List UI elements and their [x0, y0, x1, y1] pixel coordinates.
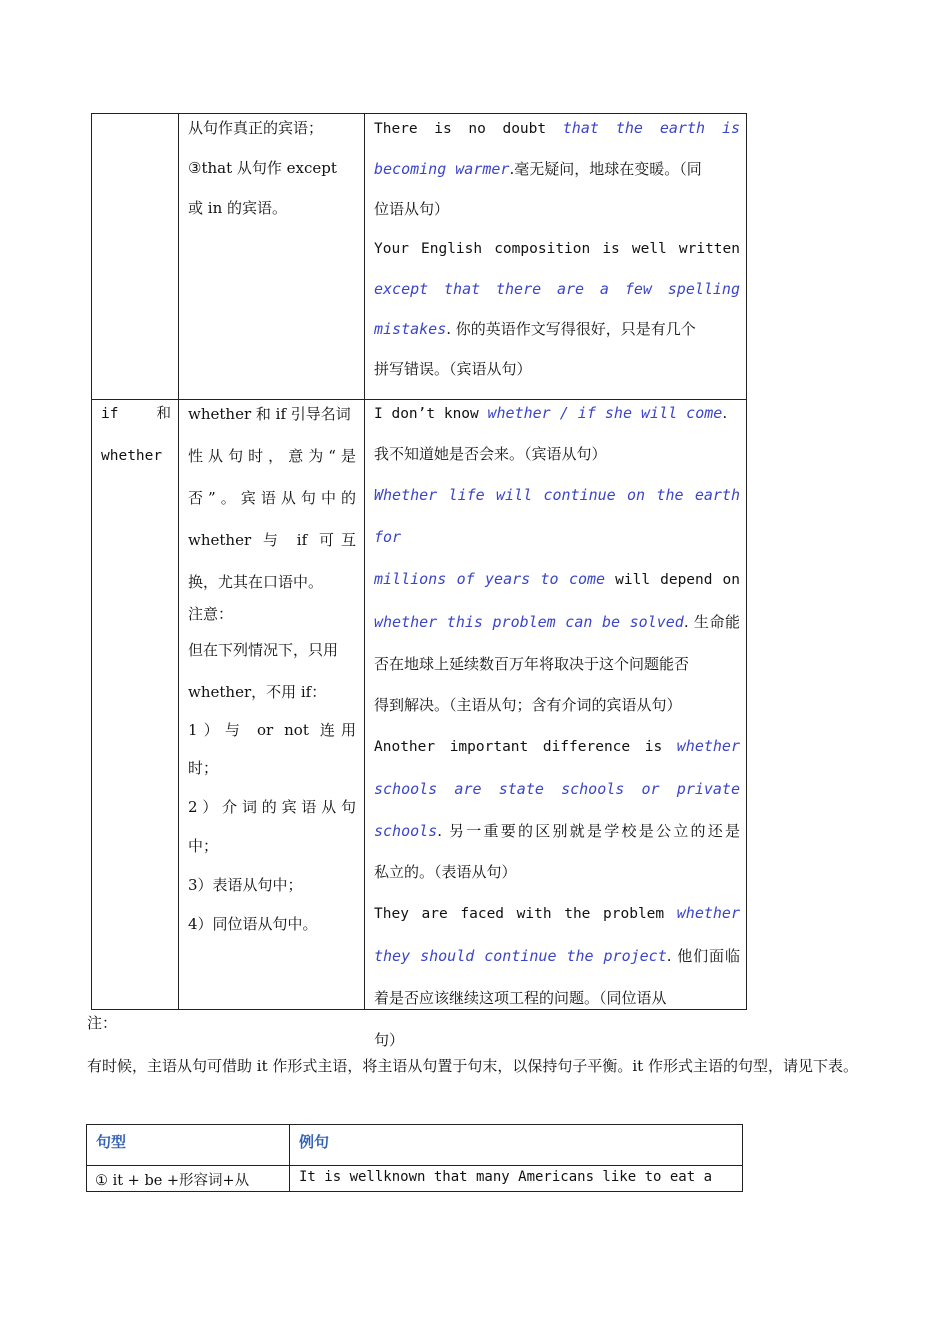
row2-example-cell — [374, 393, 740, 1061]
row2-explanation-cell — [188, 393, 356, 945]
example-line: mistakes. 你的英语作文写得很好，只是有几个 — [374, 320, 696, 338]
explanation-line: 4）同位语从句中。 — [188, 915, 318, 933]
example-line: Your English composition is well written — [374, 241, 740, 257]
example-line: They are faced with the problem whether — [374, 904, 740, 922]
example-line: 私立的。（表语从句） — [374, 863, 517, 881]
column-divider — [364, 114, 365, 1009]
example-line: Another important difference is whether — [374, 737, 740, 755]
example-line: schools. 另一重要的区别就是学校是公立的还是 — [374, 822, 740, 840]
example-line: 我不知道她是否会来。（宾语从句） — [374, 445, 607, 463]
example-line: 否在地球上延续数百万年将取决于这个问题能否 — [374, 655, 690, 673]
explanation-line: 否”。宾语从句中的 — [188, 489, 356, 507]
pattern-cell: ① it + be +形容词+从 — [95, 1173, 250, 1189]
example-line: millions of years to come will depend on — [374, 570, 740, 588]
explanation-line: 性从句时，意为“是 — [188, 447, 356, 465]
example-line: they should continue the project. 他们面临 — [374, 947, 740, 965]
explanation-line: whether，不用 if： — [188, 683, 327, 701]
example-line: whether this problem can be solved. 生命能 — [374, 613, 741, 631]
example-line: schools are state schools or private — [374, 780, 740, 798]
header-example: 例句 — [299, 1133, 330, 1151]
example-line: becoming warmer.毫无疑问，地球在变暖。（同 — [374, 160, 702, 178]
row1-explanation-cell — [188, 108, 358, 228]
grammar-table — [91, 113, 747, 1049]
row1-example-cell — [374, 108, 740, 389]
note-label: 注： — [87, 1014, 118, 1032]
example-line: 着是否应该继续这项工程的问题。（同位语从 — [374, 989, 667, 1007]
example-line: 得到解决。（主语从句；含有介词的宾语从句） — [374, 696, 682, 714]
explanation-line: 1）与 or not 连用 — [188, 721, 356, 739]
example-line: There is no doubt that the earth is — [374, 119, 741, 137]
explanation-line: 注意： — [188, 605, 234, 623]
explanation-line: 从句作真正的宾语； — [188, 119, 324, 137]
term-line: whether — [101, 448, 163, 464]
explanation-line: 或 in 的宾语。 — [188, 199, 287, 217]
row2-term-cell — [101, 393, 171, 477]
it-pattern-table — [86, 1124, 743, 1192]
term-line: if 和 — [101, 406, 171, 422]
example-line: I don’t know whether / if she will come. — [374, 404, 728, 422]
column-divider — [289, 1125, 290, 1191]
example-line: except that there are a few spelling — [374, 280, 740, 298]
explanation-line: 3）表语从句中； — [188, 876, 303, 894]
explanation-line: 时； — [188, 759, 219, 777]
explanation-line: 2）介词的宾语从句 — [188, 798, 356, 816]
example-line: Whether life will continue on the earth for — [374, 486, 740, 546]
row-divider — [87, 1165, 742, 1166]
explanation-line: whether 与 if 可互 — [188, 531, 356, 549]
example-cell: It is wellknown that many Americans like to eat a — [299, 1169, 713, 1185]
example-line: 句） — [374, 1031, 405, 1049]
column-divider — [178, 114, 179, 1009]
note-paragraph: 有时候，主语从句可借助 it 作形式主语，将主语从句置于句末，以保持句子平衡。it 作形式主语的句型，请见下表。 — [87, 1057, 858, 1075]
example-line: 拼写错误。（宾语从句） — [374, 360, 532, 378]
explanation-line: ③that 从句作 except — [188, 159, 337, 177]
explanation-line: 换，尤其在口语中。 — [188, 573, 324, 591]
example-line: 位语从句） — [374, 200, 450, 218]
header-pattern: 句型 — [96, 1133, 127, 1151]
explanation-line: 但在下列情况下，只用 — [188, 641, 339, 659]
explanation-line: 中； — [188, 837, 219, 855]
explanation-line: whether 和 if 引导名词 — [188, 405, 351, 423]
